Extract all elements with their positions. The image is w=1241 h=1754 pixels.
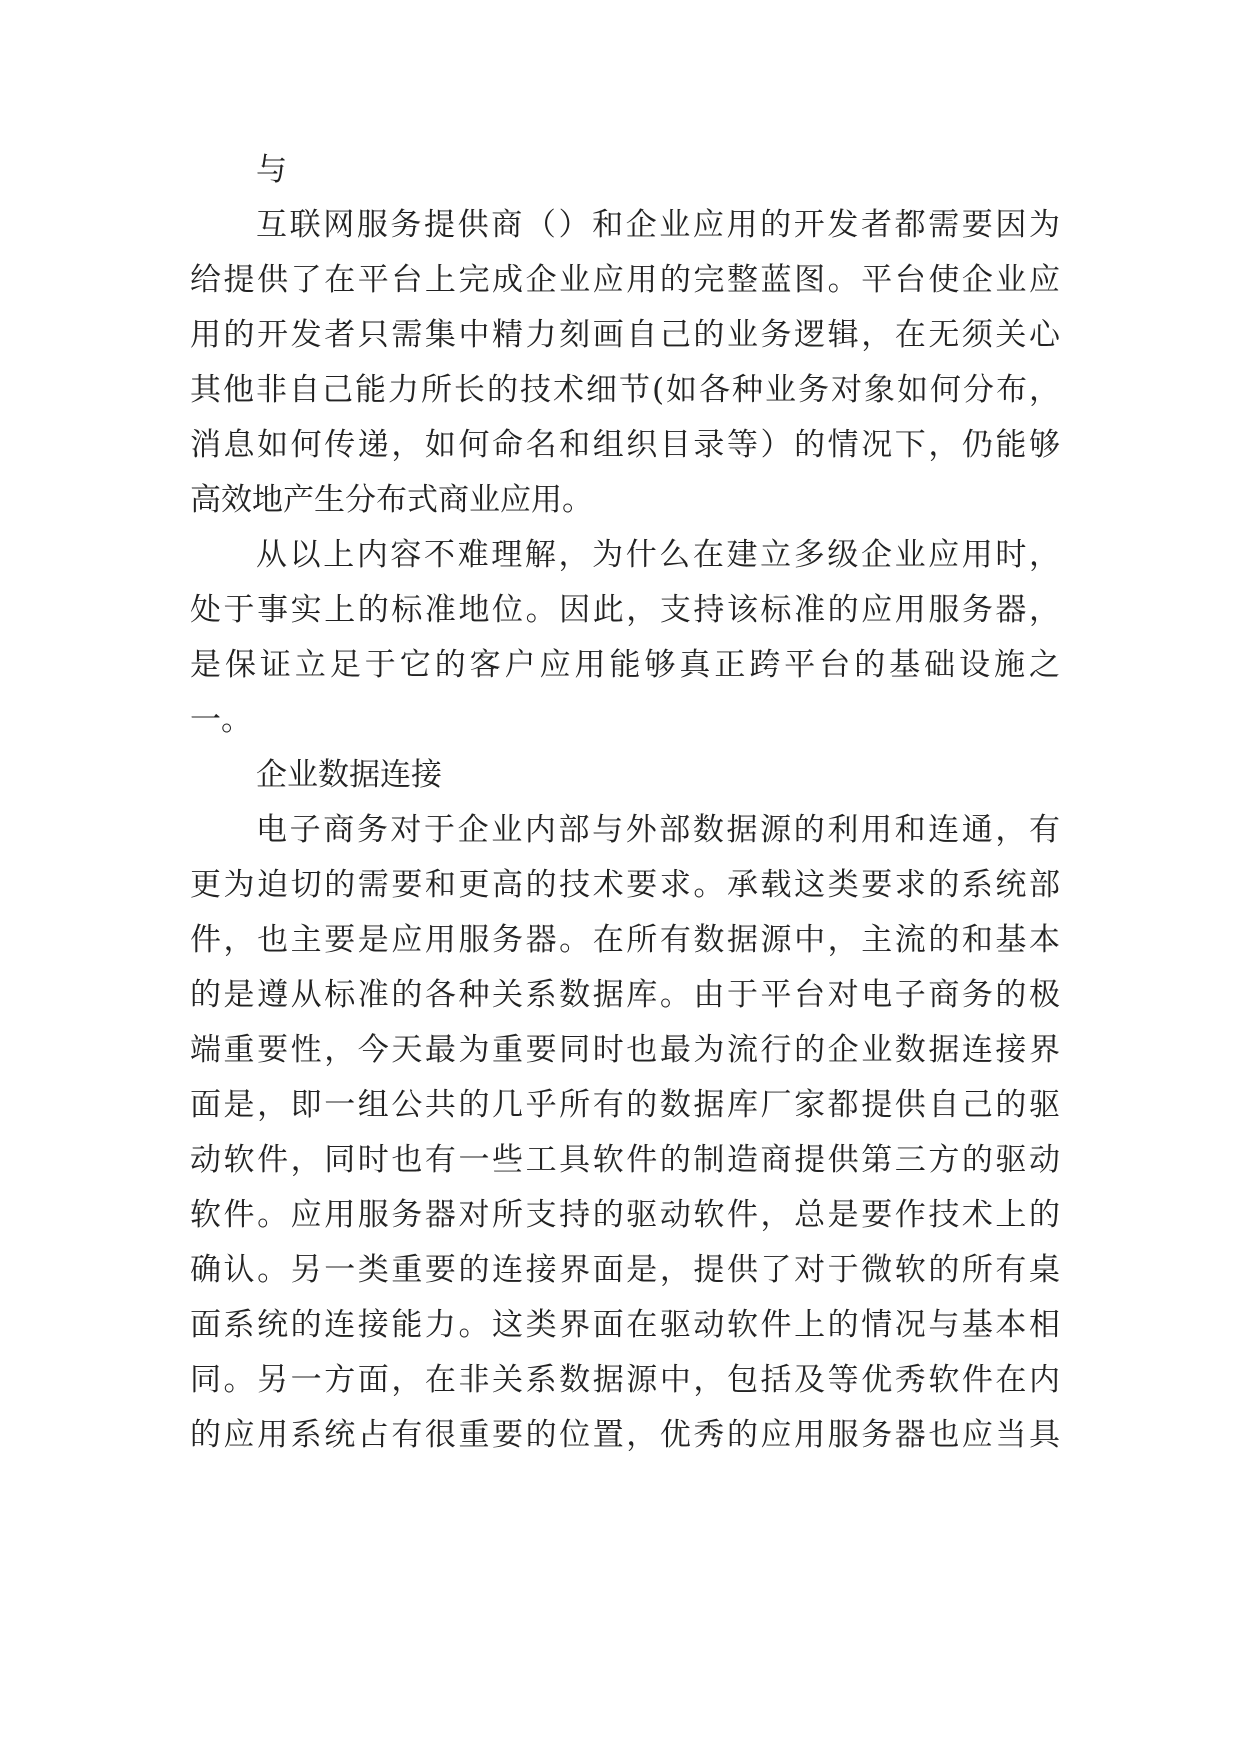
paragraph-line: 其他非自己能力所长的技术细节(如各种业务对象如何分布，	[190, 372, 1060, 408]
paragraph-line: 处于事实上的标准地位。因此，支持该标准的应用服务器，	[190, 592, 1060, 628]
paragraph-line: 面系统的连接能力。这类界面在驱动软件上的情况与基本相	[190, 1307, 1060, 1343]
paragraph-line: 一。	[190, 702, 252, 738]
paragraph-line: 动软件，同时也有一些工具软件的制造商提供第三方的驱动	[190, 1142, 1060, 1178]
paragraph-line: 互联网服务提供商（）和企业应用的开发者都需要因为	[256, 207, 1060, 243]
section-heading: 企业数据连接	[256, 757, 442, 793]
paragraph-line: 电子商务对于企业内部与外部数据源的利用和连通，有	[256, 812, 1060, 848]
paragraph-line: 面是，即一组公共的几乎所有的数据库厂家都提供自己的驱	[190, 1087, 1060, 1123]
paragraph-line: 用的开发者只需集中精力刻画自己的业务逻辑，在无须关心	[190, 317, 1060, 353]
paragraph-line: 是保证立足于它的客户应用能够真正跨平台的基础设施之	[190, 647, 1060, 683]
paragraph-line: 确认。另一类重要的连接界面是，提供了对于微软的所有桌	[190, 1252, 1060, 1288]
paragraph-line: 软件。应用服务器对所支持的驱动软件，总是要作技术上的	[190, 1197, 1060, 1233]
paragraph-line: 更为迫切的需要和更高的技术要求。承载这类要求的系统部	[190, 867, 1060, 903]
paragraph-line: 给提供了在平台上完成企业应用的完整蓝图。平台使企业应	[190, 262, 1060, 298]
paragraph-line: 端重要性，今天最为重要同时也最为流行的企业数据连接界	[190, 1032, 1060, 1068]
paragraph-line: 的是遵从标准的各种关系数据库。由于平台对电子商务的极	[190, 977, 1060, 1013]
paragraph-line: 件，也主要是应用服务器。在所有数据源中，主流的和基本	[190, 922, 1060, 958]
paragraph-line: 从以上内容不难理解，为什么在建立多级企业应用时，	[256, 537, 1060, 573]
paragraph-line: 的应用系统占有很重要的位置，优秀的应用服务器也应当具	[190, 1417, 1060, 1453]
paragraph-line: 高效地产生分布式商业应用。	[190, 482, 593, 518]
paragraph-line: 同。另一方面，在非关系数据源中，包括及等优秀软件在内	[190, 1362, 1060, 1398]
section-heading: 与	[256, 152, 287, 188]
paragraph-line: 消息如何传递，如何命名和组织目录等）的情况下，仍能够	[190, 427, 1060, 463]
